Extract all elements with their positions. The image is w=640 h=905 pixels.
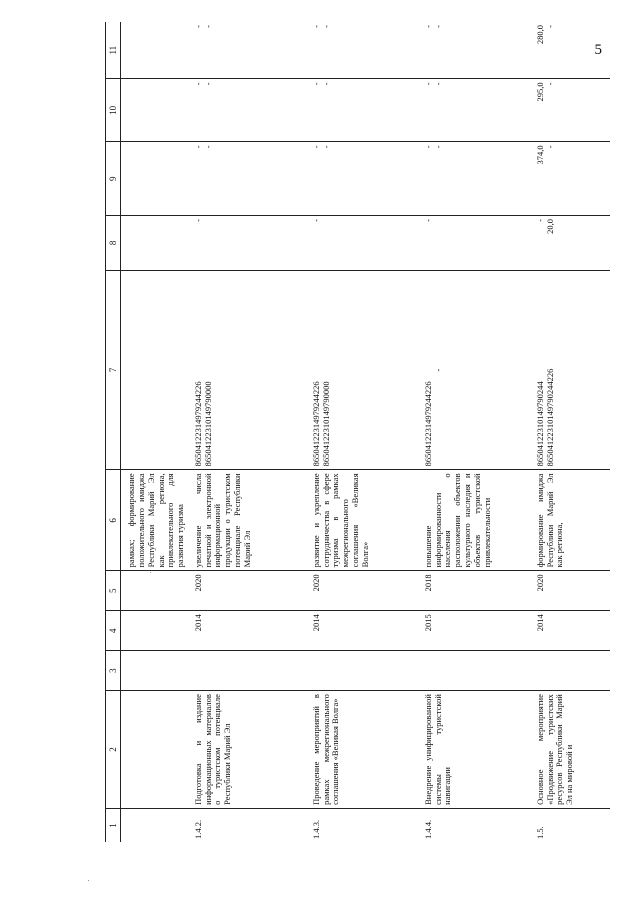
row-value-11: - - <box>188 22 306 79</box>
continuation-row <box>121 22 188 842</box>
budget-code: 86504122310149790244 <box>534 381 545 467</box>
row-value-8: - 20,0 <box>530 216 610 271</box>
row-value-8: - <box>306 216 418 271</box>
row-value-9: - - <box>306 142 418 216</box>
row-value-11: 280,0 - <box>530 22 610 79</box>
row-value-9: - - <box>418 142 530 216</box>
rotated-table-container <box>105 22 625 842</box>
page-number: 5 <box>594 42 602 58</box>
row-start-year: 2014 <box>530 611 610 651</box>
row-value-8: - <box>188 216 306 271</box>
row-number: 1.4.3. <box>310 819 321 839</box>
row-value-11: - - <box>306 22 418 79</box>
row-name: Проведение мероприятий в рамках межрегионального соглашения «Великая Волга» <box>306 691 418 809</box>
table-row <box>530 22 610 842</box>
header-cell: 1 <box>106 808 121 842</box>
header-cell: 11 <box>106 22 121 79</box>
row-value-10: - - <box>418 79 530 142</box>
row-result: развитие и укрепление сотрудничества в сфере туризма в рамках межрегионального соглашения «Великая Волга» <box>306 470 418 571</box>
table-row <box>188 22 306 842</box>
header-cell: 8 <box>106 216 121 271</box>
budget-code: 86504122314979244226 <box>422 381 433 467</box>
row-value-11: - - <box>418 22 530 79</box>
budget-code: 86504122314979244226 <box>310 381 321 467</box>
row-result: увеличение числа печатной и электронной информационной продукции о туристском потенциале Республики Марий Эл <box>188 470 306 571</box>
row-codes <box>306 270 418 470</box>
row-name: Подготовка и издание информационных материалов о туристском потенциале Республики Марий Эл <box>188 691 306 809</box>
row-codes <box>188 270 306 470</box>
header-row <box>106 22 121 842</box>
continuation-text: рамках; формирование положительного имиджа Республики Марий Эл как региона, привлекательного для развития туризма <box>121 470 188 571</box>
row-name: Основное мероприятие «Продвижение туристских ресурсов Республики Марий Эл на мировой и <box>530 691 610 809</box>
row-codes <box>530 270 610 470</box>
table-row <box>418 22 530 842</box>
header-cell: 7 <box>106 270 121 470</box>
budget-code: 86504122310149790244226 <box>544 368 555 467</box>
row-number: 1.5. <box>534 826 545 839</box>
budget-code: 86504122314979244226 <box>192 381 203 467</box>
row-end-year: 2020 <box>306 571 418 611</box>
row-value-10: 295,0 - <box>530 79 610 142</box>
row-value-9: - - <box>188 142 306 216</box>
table-row <box>306 22 418 842</box>
row-name: Внедрение унифицированной системы туристской навигации <box>418 691 530 809</box>
header-cell: 5 <box>106 571 121 611</box>
budget-code: 86504122310149790000 <box>202 381 213 467</box>
header-cell: 3 <box>106 651 121 691</box>
row-codes <box>418 270 530 470</box>
row-result: формирование имиджа Республики Марий Эл как региона, <box>530 470 610 571</box>
scan-speck <box>150 572 151 573</box>
row-value-10: - - <box>188 79 306 142</box>
row-result: повышение информированности населения о расположении объектов культурного наследия и объектов туристской привлекательности <box>418 470 530 571</box>
header-cell: 6 <box>106 470 121 571</box>
row-value-8: - <box>418 216 530 271</box>
row-end-year: 2020 <box>530 571 610 611</box>
header-cell: 9 <box>106 142 121 216</box>
row-value-10: - - <box>306 79 418 142</box>
row-value-9: 374,0 - <box>530 142 610 216</box>
plan-table <box>105 22 610 842</box>
budget-code: - <box>432 368 443 372</box>
header-cell: 10 <box>106 79 121 142</box>
header-cell: 2 <box>106 691 121 809</box>
row-number: 1.4.2. <box>192 819 203 839</box>
row-number: 1.4.4. <box>422 819 433 839</box>
scan-speck <box>88 880 89 881</box>
row-start-year: 2014 <box>306 611 418 651</box>
header-cell: 4 <box>106 611 121 651</box>
row-end-year: 2018 <box>418 571 530 611</box>
row-start-year: 2015 <box>418 611 530 651</box>
budget-code: 86504122310149790000 <box>320 381 331 467</box>
row-end-year: 2020 <box>188 571 306 611</box>
row-start-year: 2014 <box>188 611 306 651</box>
